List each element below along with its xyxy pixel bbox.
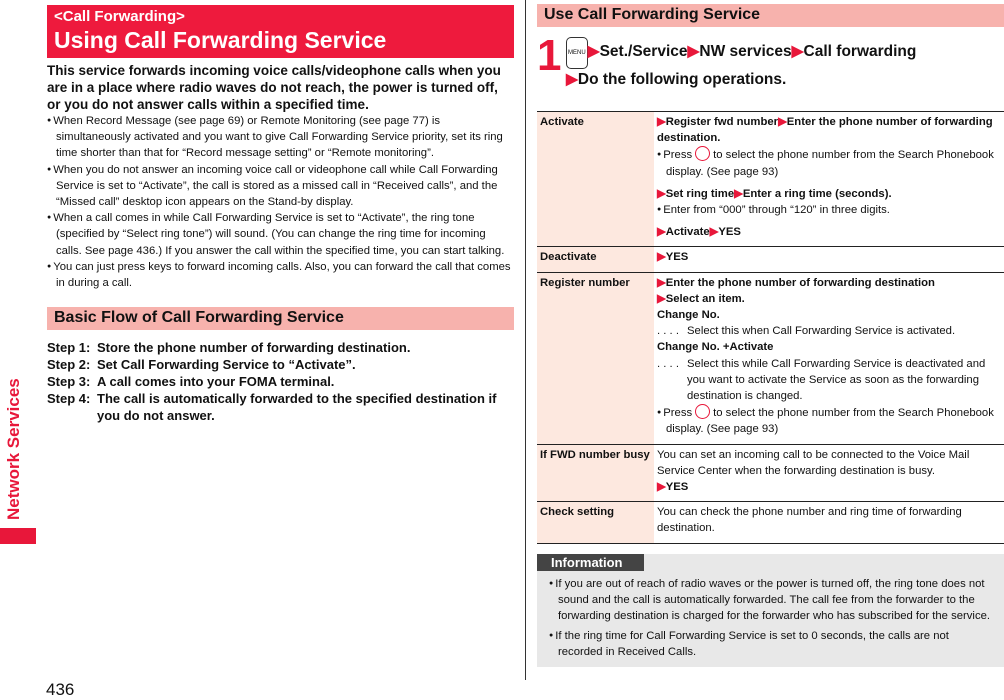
row-label: Check setting	[537, 502, 654, 543]
step-key: Step 3:	[47, 374, 91, 390]
row-content: You can set an incoming call to be connected to the Voice Mail Service Center when the forwarding destination is busy. ▶YES	[654, 444, 1004, 502]
title-box	[47, 5, 514, 58]
op: Set ring time	[665, 187, 735, 200]
path-item: Set./Service	[599, 43, 688, 60]
step-text: The call is automatically forwarded to the specified destination if you do not answer.	[97, 391, 497, 424]
arrow-icon: ▶	[687, 43, 700, 60]
op: YES	[718, 226, 741, 239]
menu-key-icon: MENU	[566, 37, 588, 69]
side-tab	[0, 0, 36, 520]
op: Enter the phone number of forwarding destination.	[657, 116, 993, 145]
right-column	[537, 4, 1004, 667]
side-tab-label: Network Services	[4, 378, 23, 520]
step-key: Step 2:	[47, 357, 91, 373]
row-label: Activate	[537, 112, 654, 247]
table-row	[537, 444, 1004, 502]
row-text: You can set an incoming call to be connected to the Voice Mail Service Center when the forwarding destination is busy.	[657, 448, 970, 477]
option-name: Change No. +Activate	[657, 341, 774, 354]
note: ● When a call comes in while Call Forwarding Service is set to “Activate”, the ring tone (specified by “Select ring tone”) will sound. (You can change the ring time for incoming calls. See page 436.) If you answer the call within the specified time, you can start talking.	[47, 210, 514, 259]
op: Select an item.	[665, 292, 745, 305]
note: ● When you do not answer an incoming voice call or videophone call while Call Forwarding Service is set to “Activate”, the call is stored as a missed call in “Received calls”, and the “Missed call” desktop icon appears on the Stand-by display.	[47, 162, 514, 211]
info-note: ● If you are out of reach of radio waves or the power is turned off, the ring tone does not sound and the call is automatically forwarded. The call fee from the forwarder to the forwarding destination is charged for the forwarder who has subscribed for the service.	[549, 576, 996, 625]
step-text: Set Call Forwarding Service to “Activate”.	[97, 357, 356, 373]
steps-list	[47, 339, 514, 424]
step	[47, 373, 514, 390]
leader-dots: . . . .	[657, 325, 679, 338]
note-text: Press	[663, 407, 693, 420]
column-divider	[525, 0, 526, 680]
row-label: Deactivate	[537, 247, 654, 272]
page-title: Using Call Forwarding Service	[54, 27, 387, 53]
use-heading: Use Call Forwarding Service	[537, 4, 1004, 27]
info-note: ● If the ring time for Call Forwarding Service is set to 0 seconds, the calls are not recorded in Received Calls.	[549, 628, 996, 660]
row-content: ▶Register fwd number▶Enter the phone number of forwarding destination. ● Press to select the phone number from the Search Phonebook display. (See page 93) ▶Set ring time▶Enter a ring time (seconds). ● Enter from “000” through “120” in three digits. ▶Activate▶YES	[654, 112, 1004, 247]
op: Activate	[665, 226, 710, 239]
op: YES	[665, 481, 689, 494]
note: ● When Record Message (see page 69) or Remote Monitoring (see page 77) is simultaneously activated and you want to give Call Forwarding Service priority, set its ring time shorter than that for “Record message setting” or “Remote monitoring”.	[47, 113, 514, 162]
multi-key-icon	[695, 404, 710, 419]
lead-text: This service forwards incoming voice calls/videophone calls when you are in a place where radio waves do not reach, the power is turned off, or you do not answer calls within a specified time.	[47, 63, 501, 112]
op: Enter the phone number of forwarding destination	[665, 276, 935, 289]
op: Register fwd number	[665, 116, 779, 128]
arrow-icon: ▶	[566, 71, 578, 88]
op: Enter a ring time (seconds).	[742, 187, 892, 200]
step	[47, 356, 514, 373]
arrow-icon: ▶	[587, 43, 600, 60]
arrow-icon: ▶	[791, 43, 804, 60]
step-key: Step 1:	[47, 340, 91, 356]
row-label: If FWD number busy	[537, 444, 654, 502]
row-content: ▶YES	[654, 247, 1004, 272]
information-box	[537, 554, 1004, 667]
step-text: A call comes into your FOMA terminal.	[97, 374, 335, 390]
step-number: 1	[537, 31, 562, 80]
page-number: 436	[46, 680, 75, 699]
step-text: Store the phone number of forwarding destination.	[97, 340, 411, 356]
table-row	[537, 112, 1004, 247]
option-desc: Select this when Call Forwarding Service is activated.	[687, 325, 956, 338]
table-row	[537, 272, 1004, 444]
operations-table	[537, 111, 1004, 544]
path-item: NW services	[699, 43, 792, 60]
step-key: Step 4:	[47, 391, 91, 407]
step-instruction	[537, 33, 1004, 111]
table-row	[537, 247, 1004, 272]
menu-path	[566, 37, 916, 91]
op: YES	[665, 251, 689, 264]
path-item: Call forwarding	[803, 43, 917, 60]
row-content: ▶Enter the phone number of forwarding destination ▶Select an item. Change No. . . . . Select this when Call Forwarding Service is activated. Change No. +Activate . . . . Select this while Call Forwarding Service is deactivated and you want to activate the Service as soon as the forwarding destination is changed. ● Press to select the phone number from the Search Phonebook display. (See page 93)	[654, 272, 1004, 444]
title-sub: <Call Forwarding>	[54, 8, 185, 25]
note: ● Enter from “000” through “120” in three digits.	[657, 202, 1001, 218]
row-content: You can check the phone number and ring time of forwarding destination.	[654, 502, 1004, 543]
note-text: to select the phone number from the Search Phonebook display. (See page 93)	[666, 407, 994, 436]
side-tab-marker	[0, 528, 36, 544]
information-heading: Information	[537, 554, 644, 571]
path-item: Do the following operations.	[577, 71, 787, 88]
option-name: Change No.	[657, 309, 720, 322]
note: ● You can just press keys to forward incoming calls. Also, you can forward the call that comes in during a call.	[47, 259, 514, 291]
left-column	[47, 5, 514, 424]
multi-key-icon	[695, 146, 710, 161]
table-row	[537, 502, 1004, 543]
note-text: to select the phone number from the Search Phonebook display. (See page 93)	[666, 149, 994, 178]
option-desc: Select this while Call Forwarding Service is deactivated and you want to activate the Service as soon as the forwarding destination is changed.	[687, 357, 986, 403]
step	[47, 339, 514, 356]
step	[47, 390, 514, 424]
flow-heading: Basic Flow of Call Forwarding Service	[47, 307, 514, 330]
row-label: Register number	[537, 272, 654, 444]
leader-dots: . . . .	[657, 357, 679, 370]
note-text: Press	[663, 149, 693, 162]
